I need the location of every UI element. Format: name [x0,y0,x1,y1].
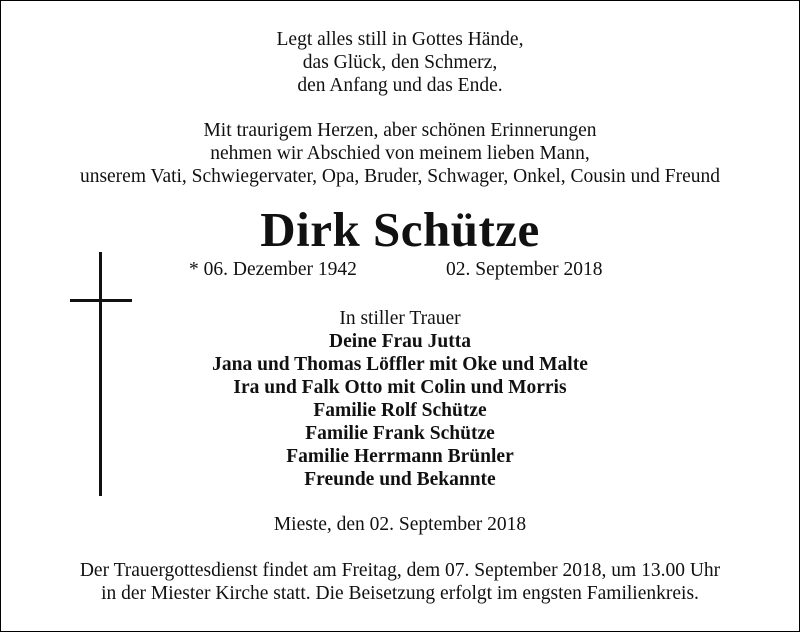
mourners-heading: In stiller Trauer [339,308,461,329]
deceased-name: Dirk Schütze [260,202,540,257]
intro-line-2: nehmen wir Abschied von meinem lieben Mann, [210,143,590,164]
service-line-2: in der Miester Kirche statt. Die Beisetzung erfolgt im engsten Familienkreis. [101,583,699,604]
mourner-name-2: Jana und Thomas Löffler mit Oke und Malte [212,354,588,375]
mourner-name-7: Freunde und Bekannte [304,469,496,490]
verse-line-3: den Anfang und das Ende. [297,75,503,96]
place-date: Mieste, den 02. September 2018 [273,514,527,535]
mourner-name-6: Familie Herrmann Brünler [286,446,514,467]
mourner-name-3: Ira und Falk Otto mit Colin und Morris [233,377,567,398]
intro-line-3: unserem Vati, Schwiegervater, Opa, Bruder, Schwager, Onkel, Cousin und Freund [79,166,721,187]
mourner-name-5: Familie Frank Schütze [305,423,495,444]
intro-line-1: Mit traurigem Herzen, aber schönen Erinnerungen [203,120,597,141]
mourner-name-4: Familie Rolf Schütze [313,400,487,421]
death-date: 02. September 2018 [446,259,603,280]
verse-line-1: Legt alles still in Gottes Hände, [276,29,524,50]
verse-line-2: das Glück, den Schmerz, [302,52,498,73]
mourner-name-1: Deine Frau Jutta [329,331,471,352]
service-line-1: Der Trauergottesdienst findet am Freitag, dem 07. September 2018, um 13.00 Uhr [79,560,721,581]
birth-date: * 06. Dezember 1942 [189,259,357,280]
